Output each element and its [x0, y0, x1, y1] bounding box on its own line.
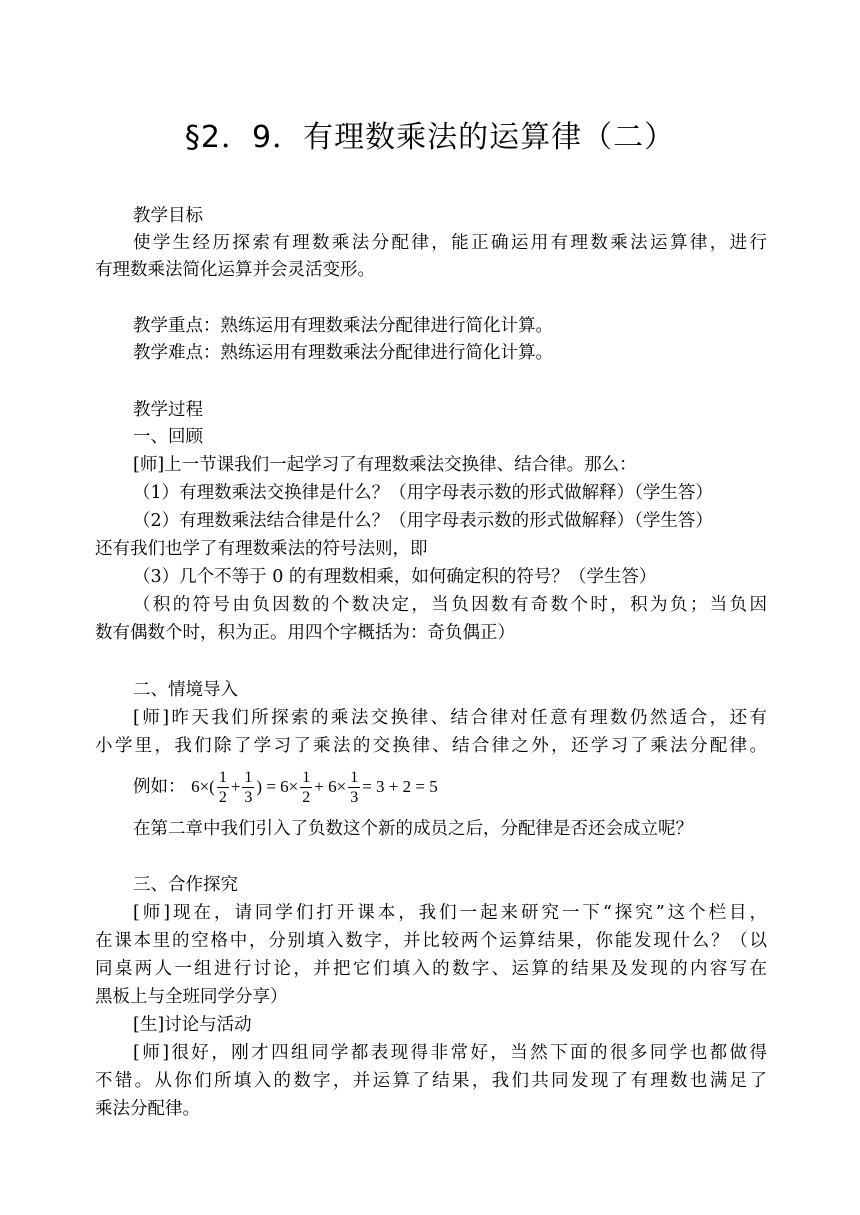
review-heading: 一、回顾 — [133, 427, 203, 447]
explore-line-1: [师]现在，请同学们打开课本，我们一起来研究一下“探究”这个栏目， — [133, 903, 767, 923]
review-question-2: （2）有理数乘法结合律是什么？（用字母表示数的形式做解释）（学生答） — [133, 511, 713, 531]
review-question-3: （3）几个不等于 0 的有理数相乘，如何确定积的符号？（学生答） — [133, 567, 657, 587]
review-answer-2: 数有偶数个时，积为正。用四个字概括为：奇负偶正） — [95, 623, 515, 643]
formula-plus: + — [230, 777, 241, 796]
explore-line-7: 不错。从你们所填入的数字，并运算了结果，我们共同发现了有理数也满足了 — [95, 1071, 767, 1091]
fraction: $\frac{1}{3}$ — [244, 769, 253, 806]
explore-heading: 三、合作探究 — [133, 875, 238, 895]
review-line-2: 还有我们也学了有理数乘法的符号法则，即 — [95, 539, 428, 559]
objectives-text-1: 使学生经历探索有理数乘法分配律，能正确运用有理数乘法运算律，进行 — [133, 233, 767, 253]
objectives-heading: 教学目标 — [133, 206, 203, 226]
example-label: 例如： — [133, 777, 186, 797]
intro-line-1: [师]昨天我们所探索的乘法交换律、结合律对任意有理数仍然适合，还有 — [133, 708, 767, 728]
explore-line-8: 乘法分配律。 — [95, 1099, 200, 1119]
intro-line-3: 在第二章中我们引入了负数这个新的成员之后，分配律是否还会成立呢？ — [133, 819, 693, 839]
page-title: §2．9．有理数乘法的运算律（二） — [184, 120, 676, 155]
review-answer-1: （积的符号由负因数的个数决定，当负因数有奇数个时，积为负；当负因 — [133, 595, 767, 615]
explore-line-3: 同桌两人一组进行讨论，并把它们填入的数字、运算的结果及发现的内容写在 — [95, 959, 767, 979]
formula-part-b: ) = 6× — [256, 777, 299, 796]
difficulty: 教学难点：熟练运用有理数乘法分配律进行简化计算。 — [133, 343, 553, 363]
explore-line-6: [师]很好，刚才四组同学都表现得非常好，当然下面的很多同学也都做得 — [133, 1043, 767, 1063]
formula-part-d: = 3 + 2 = 5 — [362, 777, 438, 796]
key-point: 教学重点：熟练运用有理数乘法分配律进行简化计算。 — [133, 316, 553, 336]
process-heading: 教学过程 — [133, 400, 203, 420]
fraction: $\frac{1}{3}$ — [350, 769, 359, 806]
intro-heading: 二、情境导入 — [133, 680, 238, 700]
objectives-text-2: 有理数乘法简化运算并会灵活变形。 — [95, 260, 375, 280]
explore-line-5: [生]讨论与活动 — [133, 1015, 252, 1035]
fraction: $\frac{1}{2}$ — [302, 769, 311, 806]
example-formula — [133, 768, 438, 807]
review-question-1: （1）有理数乘法交换律是什么？（用字母表示数的形式做解释）（学生答） — [133, 483, 713, 503]
explore-line-4: 黑板上与全班同学分享） — [95, 987, 288, 1007]
formula-part-a: 6×( — [191, 777, 215, 796]
formula-part-c: + 6× — [314, 777, 347, 796]
intro-line-2: 小学里，我们除了学习了乘法的交换律、结合律之外，还学习了乘法分配律。 — [95, 736, 767, 756]
explore-line-2: 在课本里的空格中，分别填入数字，并比较两个运算结果，你能发现什么？（以 — [95, 931, 767, 951]
fraction: $\frac{1}{2}$ — [218, 769, 227, 806]
review-line-1: [师]上一节课我们一起学习了有理数乘法交换律、结合律。那么： — [133, 455, 637, 475]
